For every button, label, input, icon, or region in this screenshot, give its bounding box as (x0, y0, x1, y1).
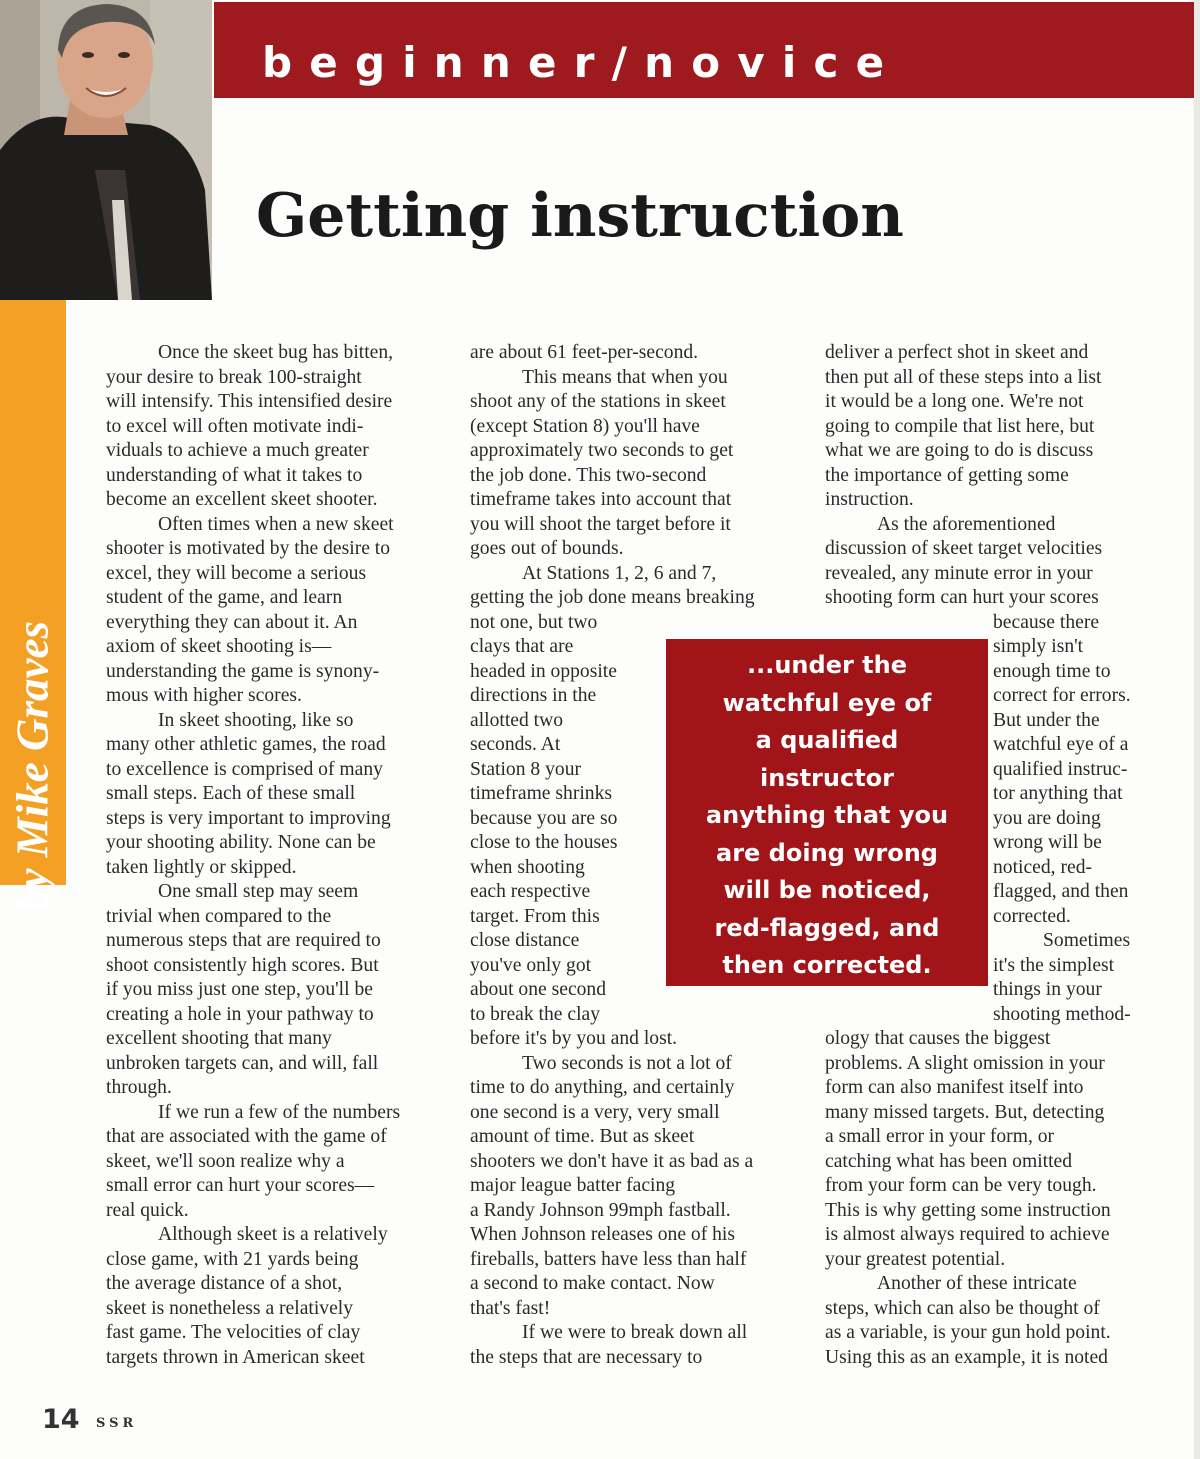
text-line: each respective (470, 881, 591, 902)
text-line: the job done. This two-second (470, 464, 707, 486)
text-line: fireballs, batters have less than half (470, 1248, 747, 1270)
text-line: shoot consistently high scores. But (106, 954, 379, 976)
text-line: tor anything that (993, 783, 1123, 804)
text-line: As the aforementioned (877, 513, 1056, 535)
text-line: shooting method- (993, 1003, 1131, 1025)
text-line: In skeet shooting, like so (158, 709, 354, 731)
text-line: Station 8 your (470, 758, 582, 780)
text-line: But under the (993, 709, 1100, 731)
text-line: time to do anything, and certainly (470, 1077, 735, 1098)
text-line: target. From this (470, 905, 600, 927)
text-line: from your form can be very tough. (825, 1175, 1097, 1196)
text-line: through. (106, 1077, 172, 1098)
text-line: a second to make contact. Now (470, 1273, 715, 1294)
text-line: when shooting (470, 856, 585, 878)
pull-quote-line: then corrected. (722, 951, 932, 979)
text-line: form can also manifest itself into (825, 1077, 1084, 1098)
byline-strip (0, 300, 66, 911)
text-line: problems. A slight omission in your (825, 1052, 1105, 1074)
text-line: small steps. Each of these small (106, 783, 356, 804)
text-line: steps, which can also be thought of (825, 1297, 1100, 1319)
text-line: real quick. (106, 1199, 189, 1221)
article-title: Getting instruction (256, 181, 904, 251)
pull-quote-line: instructor (759, 763, 894, 792)
page-number: 14 (42, 1404, 80, 1435)
text-line: it would be a long one. We're not (825, 391, 1084, 412)
magazine-name: SSR (96, 1416, 138, 1431)
author-photo (0, 0, 212, 300)
text-line: a Randy Johnson 99mph fastball. (470, 1199, 731, 1221)
text-line: skeet is nonetheless a relatively (106, 1297, 354, 1319)
text-line: directions in the (470, 685, 597, 706)
text-line: ology that causes the biggest (825, 1028, 1051, 1049)
text-line: Using this as an example, it is noted (825, 1346, 1108, 1368)
text-line: mous with higher scores. (106, 685, 302, 706)
text-line: One small step may seem (158, 881, 359, 902)
text-line: shooters we don't have it as bad as a (470, 1150, 754, 1172)
text-line: is almost always required to achieve (825, 1224, 1110, 1245)
text-line: seconds. At (470, 734, 561, 755)
text-line: excellent shooting that many (106, 1028, 332, 1049)
text-line: things in your (993, 979, 1102, 1000)
text-line: timeframe shrinks (470, 783, 613, 804)
text-line: are about 61 feet-per-second. (470, 342, 699, 363)
text-line: everything they can about it. An (106, 611, 358, 633)
text-line: will intensify. This intensified desire (106, 391, 393, 412)
text-line: the average distance of a shot, (106, 1273, 343, 1294)
text-line: enough time to (993, 660, 1111, 682)
body-column-1 (106, 341, 448, 1370)
text-line: excel, they will become a serious (106, 562, 367, 584)
text-line: axiom of skeet shooting is— (106, 636, 332, 657)
text-line: corrected. (993, 905, 1071, 927)
pull-quote-line: red-flagged, and (714, 913, 940, 942)
text-line: This means that when you (522, 366, 728, 388)
text-line: catching what has been omitted (825, 1150, 1073, 1172)
text-line: the steps that are necessary to (470, 1346, 703, 1368)
text-line: because you are so (470, 807, 618, 829)
text-line: to excel will often motivate indi- (106, 415, 364, 437)
text-line: you are doing (993, 807, 1101, 829)
pull-quote-line: ...under the (746, 651, 907, 679)
text-line: numerous steps that are required to (106, 930, 381, 951)
byline: by Mike Graves (7, 621, 58, 911)
text-line: viduals to achieve a much greater (106, 440, 369, 461)
text-line: that's fast! (470, 1297, 551, 1319)
text-line: shooting form can hurt your scores (825, 587, 1099, 608)
text-line: not one, but two (470, 611, 598, 633)
page-edge (1194, 0, 1200, 1459)
text-line: you've only got (470, 954, 592, 976)
text-line: student of the game, and learn (106, 587, 343, 608)
text-line: When Johnson releases one of his (470, 1224, 735, 1245)
text-line: If we were to break down all (522, 1322, 748, 1343)
text-line: creating a hole in your pathway to (106, 1003, 374, 1025)
text-line: At Stations 1, 2, 6 and 7, (522, 562, 717, 584)
section-label: beginner/novice (262, 38, 902, 87)
text-line: that are associated with the game of (106, 1126, 387, 1147)
text-line: shoot any of the stations in skeet (470, 391, 726, 412)
text-line: targets thrown in American skeet (106, 1346, 365, 1368)
text-line: Sometimes (1043, 930, 1131, 951)
text-line: trivial when compared to the (106, 905, 332, 927)
text-line: if you miss just one step, you'll be (106, 979, 373, 1000)
text-line: goes out of bounds. (470, 538, 624, 559)
text-line: close distance (470, 930, 580, 951)
text-line: small error can hurt your scores— (106, 1175, 375, 1196)
text-line: shooter is motivated by the desire to (106, 538, 391, 559)
text-line: flagged, and then (993, 881, 1129, 902)
text-line: one second is a very, very small (470, 1101, 720, 1123)
text-line: amount of time. But as skeet (470, 1126, 695, 1147)
text-line: it's the simplest (993, 954, 1115, 976)
author-portrait-icon (0, 0, 212, 300)
text-line: steps is very important to improving (106, 807, 391, 829)
text-line: major league batter facing (470, 1175, 676, 1196)
text-line: become an excellent skeet shooter. (106, 489, 378, 510)
text-line: your shooting ability. None can be (106, 832, 376, 853)
text-line: clays that are (470, 636, 574, 657)
text-line: about one second (470, 979, 607, 1000)
text-line: to break the clay (470, 1003, 601, 1025)
text-line: then put all of these steps into a list (825, 366, 1102, 388)
text-line: a small error in your form, or (825, 1126, 1055, 1147)
text-line: before it's by you and lost. (470, 1028, 678, 1049)
pull-quote-line: are doing wrong (716, 838, 938, 867)
text-line: correct for errors. (993, 685, 1131, 706)
page-edge-margin (1172, 0, 1200, 1459)
text-line: skeet, we'll soon realize why a (106, 1150, 345, 1172)
pull-quote-line: anything that you (705, 801, 949, 829)
text-line: Often times when a new skeet (158, 513, 394, 535)
text-line: revealed, any minute error in your (825, 562, 1093, 584)
text-line: getting the job done means breaking (470, 587, 755, 608)
text-line: discussion of skeet target velocities (825, 538, 1103, 559)
text-line: close to the houses (470, 832, 618, 853)
text-line: Once the skeet bug has bitten, (158, 342, 394, 363)
text-line: close game, with 21 yards being (106, 1248, 359, 1270)
pull-quote-line: watchful eye of (722, 688, 932, 717)
text-line: understanding the game is synony- (106, 660, 380, 682)
text-line: as a variable, is your gun hold point. (825, 1322, 1111, 1343)
text-line: what we are going to do is discuss (825, 440, 1094, 461)
text-line: understanding of what it takes to (106, 464, 363, 486)
text-line: because there (993, 611, 1100, 633)
text-line: your greatest potential. (825, 1248, 1006, 1270)
pull-quote-line: a qualified (755, 726, 899, 754)
text-line: unbroken targets can, and will, fall (106, 1052, 379, 1074)
text-line: fast game. The velocities of clay (106, 1322, 361, 1343)
text-line: taken lightly or skipped. (106, 856, 297, 878)
text-line: deliver a perfect shot in skeet and (825, 342, 1089, 363)
text-line: watchful eye of a (993, 734, 1129, 755)
pull-quote-line: will be noticed, (723, 876, 931, 904)
text-line: Two seconds is not a lot of (522, 1052, 732, 1074)
text-line: headed in opposite (470, 660, 617, 682)
pull-quote (666, 639, 988, 986)
text-line: many missed targets. But, detecting (825, 1101, 1105, 1123)
text-line: timeframe takes into account that (470, 489, 732, 510)
text-line: your desire to break 100-straight (106, 366, 362, 388)
text-line: to excellence is comprised of many (106, 758, 383, 780)
text-line: qualified instruc- (993, 758, 1128, 780)
text-line: wrong will be (993, 832, 1102, 853)
text-line: If we run a few of the numbers (158, 1101, 401, 1123)
text-line: instruction. (825, 489, 914, 510)
text-line: noticed, red- (993, 856, 1093, 878)
text-line: many other athletic games, the road (106, 734, 386, 755)
text-line: approximately two seconds to get (470, 440, 734, 461)
text-line: simply isn't (993, 636, 1084, 657)
text-line: you will shoot the target before it (470, 513, 731, 535)
text-line: This is why getting some instruction (825, 1199, 1111, 1221)
text-line: allotted two (470, 709, 564, 731)
text-line: Another of these intricate (877, 1273, 1077, 1294)
text-line: the importance of getting some (825, 464, 1069, 486)
text-line: (except Station 8) you'll have (470, 415, 700, 437)
text-line: Although skeet is a relatively (158, 1224, 388, 1245)
text-line: going to compile that list here, but (825, 415, 1095, 437)
